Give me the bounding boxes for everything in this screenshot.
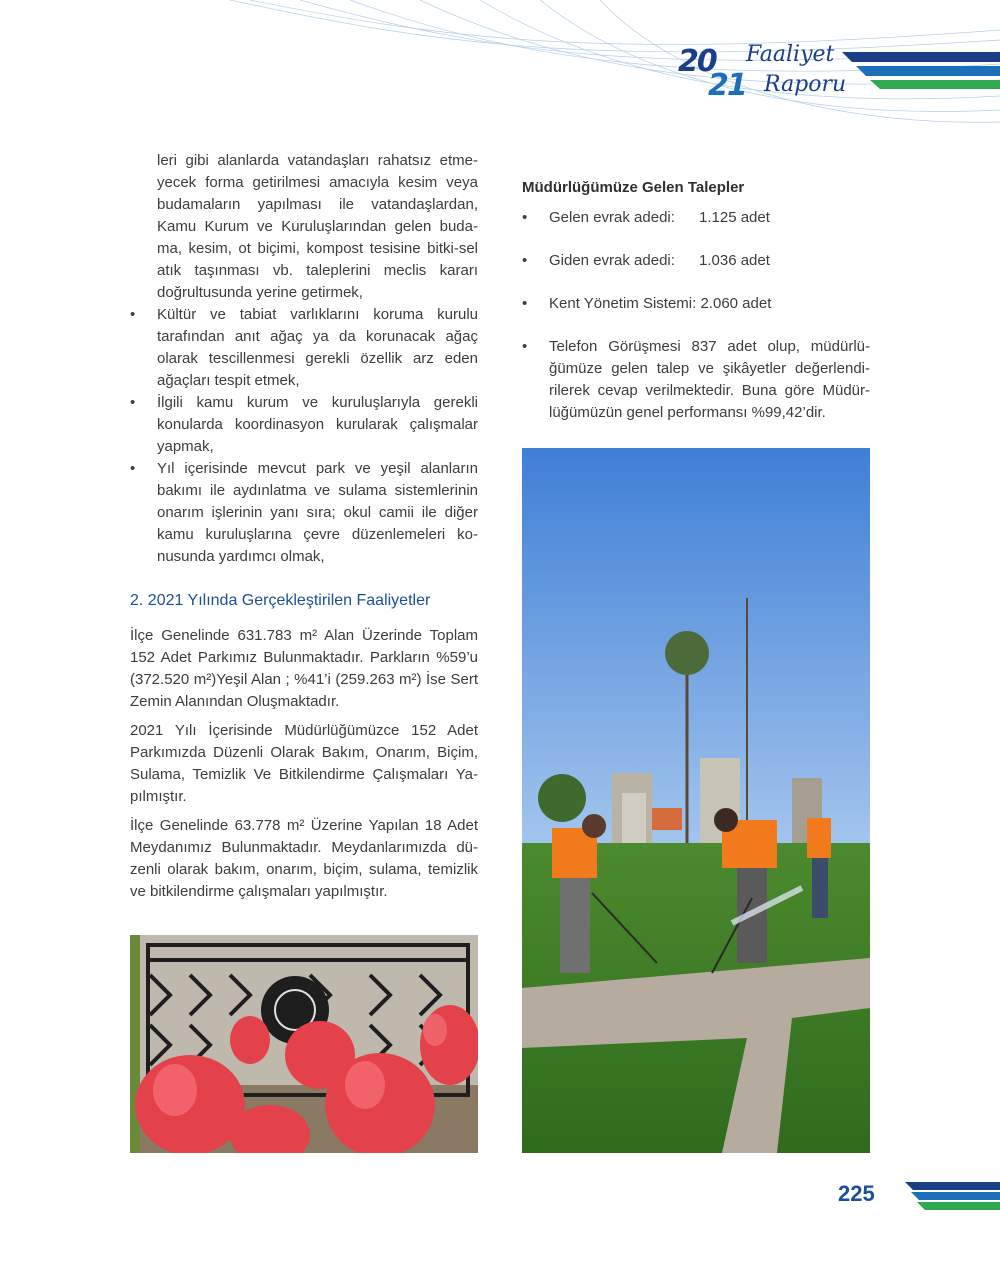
left-column — [130, 150, 478, 910]
bullet-icon: • — [130, 460, 136, 477]
item-value: 1.036 adet — [699, 252, 770, 269]
section-title: 2. 2021 Yılında Gerçekleştirilen Faaliyetler — [130, 592, 431, 609]
list-item — [130, 304, 478, 392]
logo-title-line2: Raporu — [764, 72, 847, 97]
list-item — [522, 250, 870, 272]
bullet-icon: • — [130, 394, 136, 411]
right-column — [522, 177, 870, 445]
item-value: 1.125 adet — [699, 209, 770, 226]
duties-list — [130, 304, 478, 568]
item-label: Giden evrak adedi: — [549, 252, 675, 269]
bullet-icon: • — [130, 306, 136, 323]
list-item — [130, 458, 478, 568]
requests-title: Müdürlüğümüze Gelen Talepler — [522, 179, 745, 196]
paragraph: İlçe Genelinde 631.783 m² Alan Üzerinde Toplam 152 Adet Parkımız Bulunmaktadır. Parkların %59’u (372.520 m²)Yeşil Alan ; %41’i (259.263 m²) İse Sert Zemin Alanından Oluşmaktadır. — [130, 627, 478, 710]
list-item — [130, 392, 478, 458]
paragraph: 2021 Yılı İçerisinde Müdürlüğümüzce 152 Adet Parkımızda Düzenli Olarak Bakım, Onarım, Biçim, Sulama, Temizlik Ve Bitkilendirme Çalışmaları Ya-pılmıştır. — [130, 722, 478, 805]
logo-year-bottom: 21 — [708, 68, 746, 103]
item-label: Kent Yönetim Sistemi: — [549, 295, 697, 312]
paragraph: İlçe Genelinde 63.778 m² Üzerine Yapılan 18 Adet Meydanımız Bulunmaktadır. Meydanlarımızda dü-zenli olarak bakım, onarım, biçim, sulama, temizlik ve bitkilendirme çalışmaları yapılmıştır. — [130, 817, 478, 900]
page-number: 225 — [838, 1181, 875, 1206]
logo-year-top: 20 — [678, 44, 716, 79]
logo-title-line1: Faaliyet — [746, 42, 835, 67]
item-label: Gelen evrak adedi: — [549, 209, 675, 226]
intro-continuation: leri gibi alanlarda vatandaşları rahatsız etme-yecek forma getirilmesi amacıyla kesim veya budamaların yapılması ile vatandaşlardan, Kamu Kurum ve Kuruluşlarından gelen buda-ma, kesim, ot biçimi, kompost tesisine bitki-sel atık taşınması vb. taleplerini meclis kararı doğrultusunda yerine getirmek, — [157, 152, 478, 301]
item-value: 2.060 adet — [700, 295, 772, 312]
bullet-icon: • — [522, 252, 528, 269]
park-workers-photo — [522, 448, 870, 1153]
tulips-fence-photo — [130, 935, 478, 1153]
item-label: Telefon Görüşmesi 837 adet olup, müdürlü-ğümüze gelen talep ve şikâyetler değerlendi-rilerek cevap verilmektedir. Buna göre Müdür-lüğümüzün genel performansı %99,42’dir. — [549, 338, 870, 421]
list-item-text: İlgili kamu kurum ve kuruluşlarıyla gerekli konularda koordinasyon kurularak çalışmalar yapmak, — [157, 394, 478, 455]
bullet-icon: • — [522, 338, 528, 355]
bullet-icon: • — [522, 295, 528, 312]
report-logo — [672, 38, 852, 108]
list-item-text: Yıl içerisinde mevcut park ve yeşil alanların bakımı ile aydınlatma ve sulama sistemlerinin onarım işlerinin yanı sıra; okul camii ile diğer kamu kuruluşlarına çevre düzenlemeleri ko-nusunda yardımcı olmak, — [157, 460, 478, 565]
bullet-icon: • — [522, 209, 528, 226]
list-item — [522, 293, 870, 315]
footer-stripes — [905, 1182, 1000, 1210]
list-item — [522, 207, 870, 229]
requests-list — [522, 207, 870, 424]
list-item-text: Kültür ve tabiat varlıklarını koruma kurulu tarafından anıt ağaç ya da korunacak ağaç olarak tescillenmesi gerekli özellik arz eden ağaçları tespit etmek, — [157, 306, 478, 389]
list-item — [522, 336, 870, 424]
